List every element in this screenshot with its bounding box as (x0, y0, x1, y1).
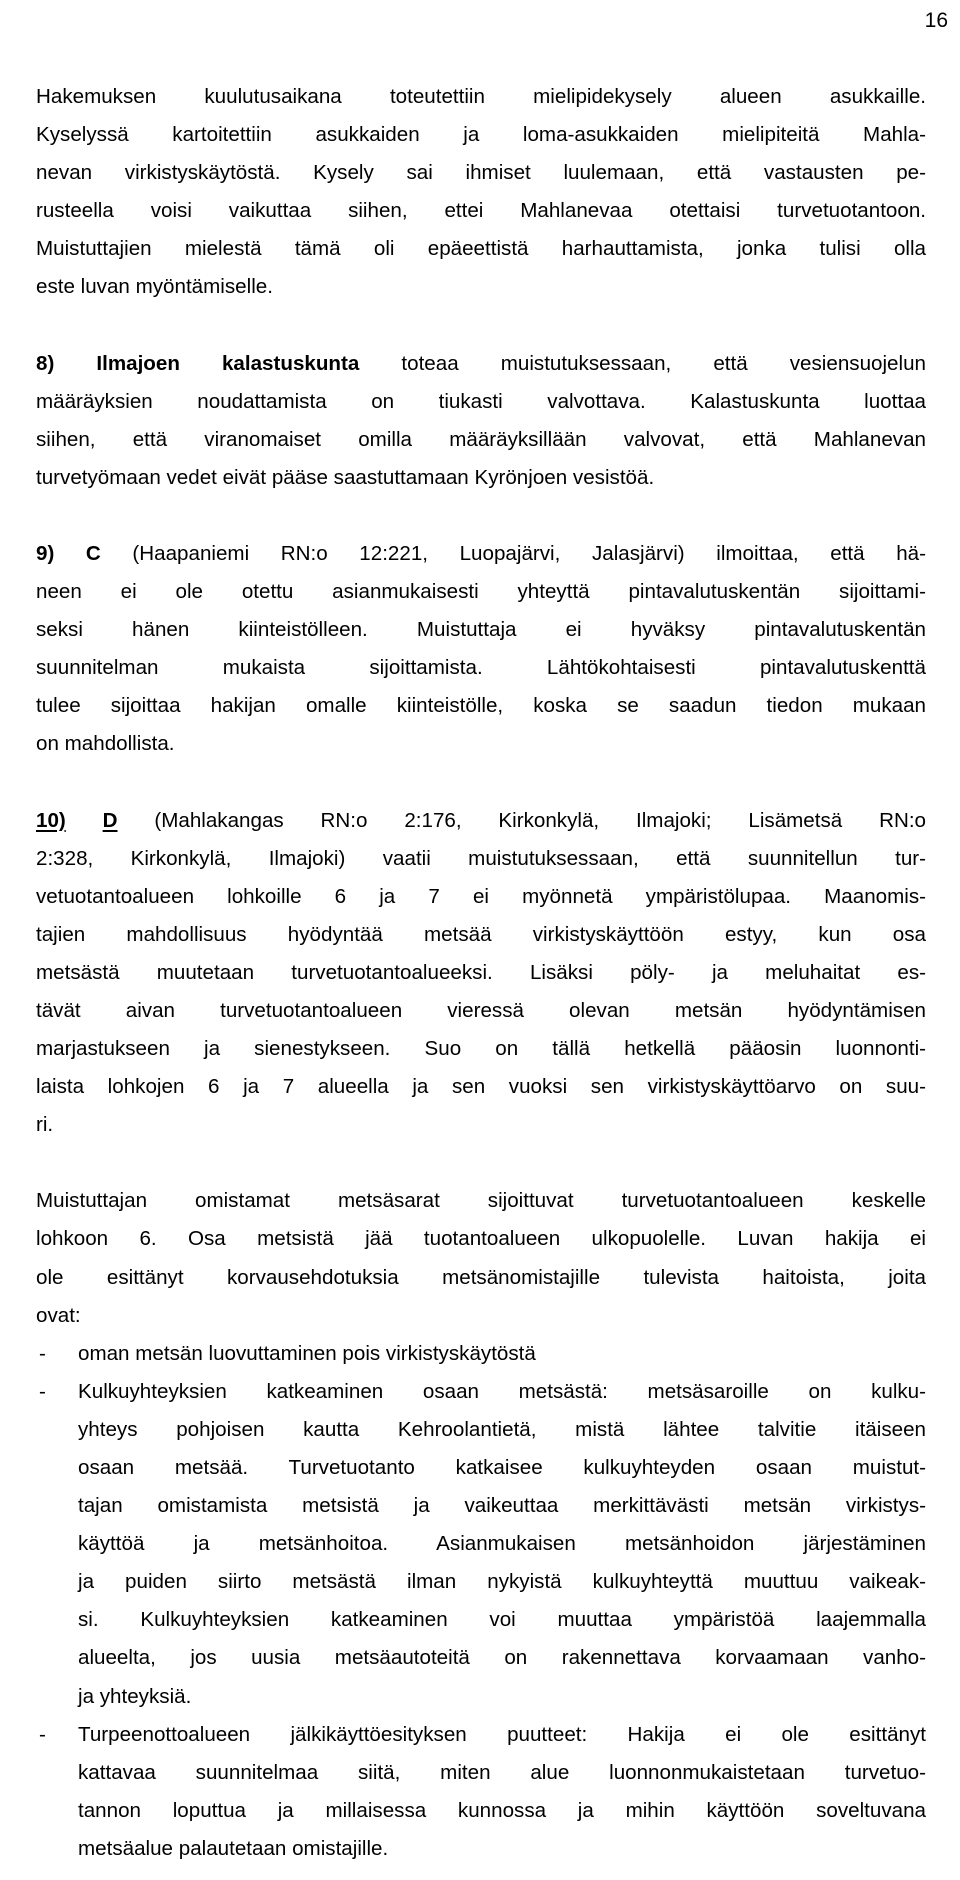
bullet-dash: - (39, 1722, 46, 1746)
list-item (36, 1716, 926, 1868)
objector-letter: C (85, 541, 101, 565)
text-line: ri. (36, 1113, 54, 1137)
text-line: oman metsän luovuttaminen pois virkistyskäytöstä (78, 1341, 536, 1365)
page-number: 16 (924, 9, 948, 32)
objector-letter: D (102, 808, 118, 832)
bullet-dash: - (39, 1341, 46, 1365)
text-line: metsästä muutetaan turvetuotantoalueeksi. Lisäksi pöly- ja meluhaitat es- (36, 960, 926, 984)
list-item (36, 1335, 926, 1373)
document-body (36, 78, 926, 1868)
text-line: turvetyömaan vedet eivät pääse saastuttamaan Kyrönjoen vesistöä. (36, 465, 655, 489)
text-line: este luvan myöntämiselle. (36, 275, 273, 299)
text-line: ja puiden siirto metsästä ilman nykyistä kulkuyhteyttä muuttuu vaikeak- (78, 1570, 926, 1594)
text-line: Muistuttajien mielestä tämä oli epäeettistä harhauttamista, jonka tulisi olla (36, 237, 926, 261)
text-line: kattavaa suunnitelmaa siitä, miten alue luonnonmukaistetaan turvetuo- (78, 1760, 926, 1784)
text-line: metsäalue palautetaan omistajille. (78, 1836, 389, 1860)
text-line: käyttöä ja metsänhoitoa. Asianmukaisen metsänhoidon järjestäminen (78, 1532, 926, 1556)
paragraph-gap (36, 307, 926, 345)
objection-number: 10) (36, 808, 66, 832)
text-line: osaan metsää. Turvetuotanto katkaisee kulkuyhteyden osaan muistut- (78, 1456, 926, 1479)
text-line: määräyksien noudattamista on tiukasti valvottava. Kalastuskunta luottaa (36, 389, 926, 413)
text-line: alueelta, jos uusia metsäautoteitä on rakennettava korvaamaan vanho- (78, 1646, 926, 1670)
text-line: suunnitelman mukaista sijoittamista. Lähtökohtaisesti pintavalutuskenttä (36, 656, 926, 680)
text-line: neen ei ole otettu asianmukaisesti yhteyttä pintavalutuskentän sijoittami- (36, 580, 926, 604)
text-line (36, 345, 926, 383)
text-line: si. Kulkuyhteyksien katkeaminen voi muuttaa ympäristöä laajemmalla (78, 1608, 926, 1632)
text-line: tävät aivan turvetuotantoalueen vieressä olevan metsän hyödyntämisen (36, 998, 926, 1022)
text-line (36, 535, 926, 573)
text-line (36, 802, 926, 840)
list-item (36, 1373, 926, 1716)
text-line: yhteys pohjoisen kautta Kehroolantietä, mistä lähtee talvitie itäiseen (78, 1417, 926, 1441)
paragraph-objection-9 (36, 535, 926, 764)
paragraph-objection-10 (36, 802, 926, 1145)
paragraph-forest-parcels (36, 1182, 926, 1334)
text-run: (Mahlakangas RN:o 2:176, Kirkonkylä, Ilmajoki; Lisämetsä RN:o (117, 808, 926, 832)
paragraph-survey (36, 78, 926, 307)
text-line: lohkoon 6. Osa metsistä jää tuotantoalueen ulkopuolelle. Luvan hakija ei (36, 1227, 926, 1251)
text-run: (Haapaniemi RN:o 12:221, Luopajärvi, Jalasjärvi) ilmoittaa, että hä- (100, 541, 926, 565)
text-line: tajan omistamista metsistä ja vaikeuttaa merkittävästi metsän virkistys- (78, 1494, 926, 1518)
text-line: rusteella voisi vaikuttaa siihen, ettei Mahlanevaa otettaisi turvetuotantoon. (36, 199, 926, 223)
objection-number: 9) (36, 541, 55, 565)
text-line: vetuotantoalueen lohkoille 6 ja 7 ei myönnetä ympäristölupaa. Maanomis- (36, 884, 926, 908)
text-line: Turpeenottoalueen jälkikäyttöesityksen puutteet: Hakija ei ole esittänyt (78, 1722, 926, 1746)
paragraph-objection-8 (36, 345, 926, 497)
harm-list (36, 1335, 926, 1868)
bullet-dash: - (39, 1379, 46, 1403)
text-run: toteaa muistutuksessaan, että vesiensuojelun (359, 351, 926, 375)
text-line: ja yhteyksiä. (78, 1684, 192, 1708)
paragraph-gap (36, 764, 926, 802)
text-line: Kulkuyhteyksien katkeaminen osaan metsästä: metsäsaroille on kulku- (78, 1379, 926, 1403)
text-line: siihen, että viranomaiset omilla määräyksillään valvovat, että Mahlanevan (36, 427, 926, 451)
text-line: Kyselyssä kartoitettiin asukkaiden ja loma-asukkaiden mielipiteitä Mahla- (36, 123, 926, 147)
text-line: laista lohkojen 6 ja 7 alueella ja sen vuoksi sen virkistyskäyttöarvo on suu- (36, 1075, 926, 1099)
text-line: Hakemuksen kuulutusaikana toteutettiin mielipidekysely alueen asukkaille. (36, 85, 926, 108)
paragraph-gap (36, 1144, 926, 1182)
text-line: tajien mahdollisuus hyödyntää metsää virkistyskäyttöön estyy, kun osa (36, 922, 926, 946)
text-line: seksi hänen kiinteistölleen. Muistuttaja ei hyväksy pintavalutuskentän (36, 618, 926, 642)
text-line: marjastukseen ja sienestykseen. Suo on tällä hetkellä pääosin luonnonti- (36, 1037, 926, 1061)
text-line: 2:328, Kirkonkylä, Ilmajoki) vaatii muistutuksessaan, että suunnitellun tur- (36, 846, 926, 870)
text-line: tannon loputtua ja millaisessa kunnossa ja mihin käyttöön soveltuvana (78, 1798, 926, 1822)
text-line: nevan virkistyskäytöstä. Kysely sai ihmiset luulemaan, että vastausten pe- (36, 161, 926, 185)
objector-heading: 8) Ilmajoen kalastuskunta (36, 351, 360, 375)
text-line: ovat: (36, 1303, 81, 1327)
text-line: tulee sijoittaa hakijan omalle kiinteistölle, koska se saadun tiedon mukaan (36, 694, 926, 718)
text-line: Muistuttajan omistamat metsäsarat sijoittuvat turvetuotantoalueen keskelle (36, 1189, 926, 1213)
text-line: ole esittänyt korvausehdotuksia metsänomistajille tulevista haitoista, joita (36, 1265, 926, 1289)
paragraph-gap (36, 497, 926, 535)
text-line: on mahdollista. (36, 732, 175, 756)
